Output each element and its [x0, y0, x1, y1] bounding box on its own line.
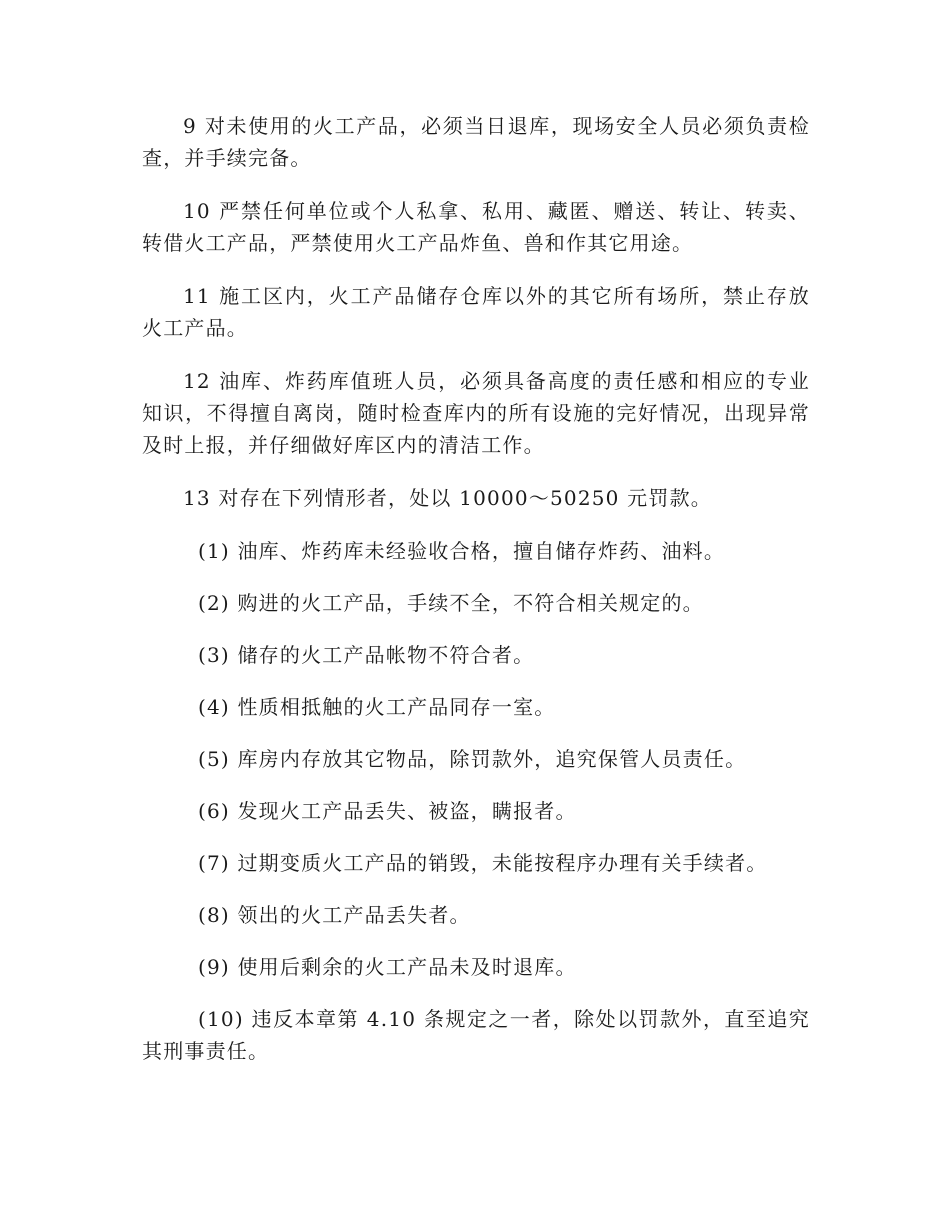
list-item-6: (6) 发现火工产品丢失、被盗，瞒报者。: [198, 799, 577, 823]
paragraph-10: 10 严禁任何单位或个人私拿、私用、藏匿、赠送、转让、转卖、转借火工产品，严禁使用火工产品炸鱼、兽和作其它用途。: [142, 199, 810, 255]
paragraph-13: 13 对存在下列情形者，处以 10000～50250 元罚款。: [183, 486, 712, 510]
list-item-2: (2) 购进的火工产品，手续不全，不符合相关规定的。: [198, 591, 704, 615]
list-item-7: (7) 过期变质火工产品的销毁，未能按程序办理有关手续者。: [198, 851, 768, 875]
list-item-5: (5) 库房内存放其它物品，除罚款外，追究保管人员责任。: [198, 747, 747, 771]
list-item-4: (4) 性质相抵触的火工产品同存一室。: [198, 695, 556, 719]
document-body: [142, 110, 810, 1087]
list-item-9: (9) 使用后剩余的火工产品未及时退库。: [198, 955, 577, 979]
paragraph-11: 11 施工区内，火工产品储存仓库以外的其它所有场所，禁止存放火工产品。: [142, 284, 810, 340]
list-item-1: (1) 油库、炸药库未经验收合格，擅自储存炸药、油料。: [198, 539, 726, 563]
list-item-10: (10) 违反本章第 4.10 条规定之一者，除处以罚款外，直至追究其刑事责任。: [142, 1007, 810, 1063]
list-item-3: (3) 储存的火工产品帐物不符合者。: [198, 643, 535, 667]
list-item-8: (8) 领出的火工产品丢失者。: [198, 903, 471, 927]
paragraph-12: 12 油库、炸药库值班人员，必须具备高度的责任感和相应的专业知识，不得擅自离岗，随时检查库内的所有设施的完好情况，出现异常及时上报，并仔细做好库区内的清洁工作。: [142, 369, 810, 457]
paragraph-9: 9 对未使用的火工产品，必须当日退库，现场安全人员必须负责检查，并手续完备。: [142, 114, 810, 170]
